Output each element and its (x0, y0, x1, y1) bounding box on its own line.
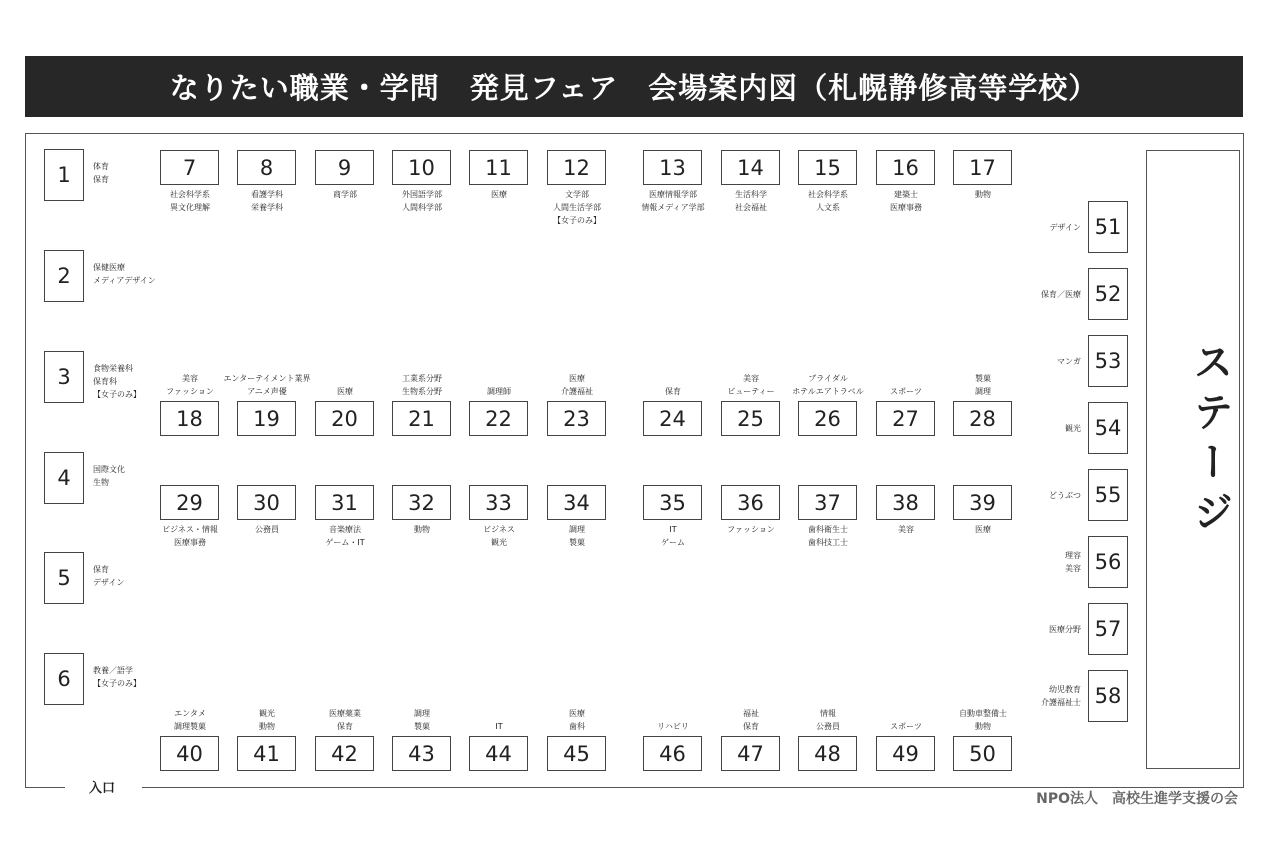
booth-label-line: メディアデザイン (93, 276, 156, 285)
booth-44[interactable]: 44 (469, 736, 528, 771)
booth-label-line: ブライダル (808, 374, 848, 383)
booth-label-line: 外国語学部 (402, 190, 442, 199)
booth-34[interactable]: 34 (547, 485, 606, 520)
booth-label (1049, 623, 1081, 636)
booth-7[interactable]: 7 (160, 150, 219, 185)
booth-label-line: 製菓 (975, 374, 991, 383)
booth-label-line: 調理師 (487, 387, 511, 396)
booth-label-line: 理容 (1065, 551, 1081, 560)
booth-label (93, 664, 141, 690)
booth-label-line: ホテルエアトラベル (792, 387, 864, 396)
booth-label-line: 保育 (743, 722, 759, 731)
entrance-label: 入口 (88, 781, 115, 796)
booth-label-line: 調理 (569, 525, 585, 534)
booth-label-line: 保育 (337, 722, 353, 731)
booth-label-line: 社会科学系 (170, 190, 210, 199)
booth-label-line: 医療分野 (1049, 624, 1081, 634)
booth-label-line: ファッション (166, 387, 214, 396)
booth-19[interactable]: 19 (237, 401, 296, 436)
booth-37[interactable]: 37 (798, 485, 857, 520)
booth-label (928, 523, 1038, 536)
booth-label-line: 社会科学系 (808, 190, 848, 199)
booth-label-line: 調理 (414, 709, 430, 718)
booth-label-line: 製菓 (569, 538, 585, 547)
booth-label (93, 261, 156, 287)
stage-label: ステージ (1187, 341, 1233, 541)
booth-label-line: ビューティー (727, 387, 775, 396)
booth-label-line: 保育科 (93, 377, 117, 386)
booth-label-line: 医療薬業 (329, 709, 361, 718)
booth-label-line: 保育 (665, 387, 681, 396)
booth-35[interactable]: 35 (643, 485, 702, 520)
booth-38[interactable]: 38 (876, 485, 935, 520)
booth-label-line: 異文化理解 (170, 203, 210, 212)
booth-5[interactable]: 5 (44, 552, 84, 604)
booth-label-line: 医療情報学部 (649, 190, 697, 199)
booth-label-line: 人間生活学部 (553, 203, 601, 212)
booth-label-line: 情報 (820, 709, 836, 718)
booth-label (928, 372, 1038, 398)
booth-8[interactable]: 8 (237, 150, 296, 185)
booth-label-line: 自動車整備士 (959, 709, 1007, 718)
booth-label-line: 医療 (491, 190, 507, 199)
booth-53[interactable]: 53 (1088, 335, 1128, 387)
booth-label-line: 保育／医療 (1041, 289, 1081, 299)
booth-40[interactable]: 40 (160, 736, 219, 771)
booth-label-line: 生物 (93, 478, 109, 487)
booth-label-line: リハビリ (657, 722, 689, 731)
booth-1[interactable]: 1 (44, 149, 84, 201)
booth-48[interactable]: 48 (798, 736, 857, 771)
booth-label-line: エンターテイメント業界 (223, 374, 311, 383)
booth-42[interactable]: 42 (315, 736, 374, 771)
booth-label-line: 生物系分野 (402, 387, 442, 396)
booth-label-line: IT (669, 525, 677, 534)
booth-26[interactable]: 26 (798, 401, 857, 436)
booth-label-line: 文学部 (565, 190, 589, 199)
booth-label-line: 動物 (975, 190, 991, 199)
booth-label-line: 美容 (898, 525, 914, 534)
booth-20[interactable]: 20 (315, 401, 374, 436)
booth-label-line: 観光 (259, 709, 275, 718)
booth-label-line: 音楽療法 (329, 525, 361, 534)
booth-label-line: マンガ (1057, 356, 1081, 366)
booth-label-line: 看護学科 (251, 190, 283, 199)
booth-label-line: どうぶつ (1049, 490, 1081, 500)
booth-51[interactable]: 51 (1088, 201, 1128, 253)
booth-label-line: 動物 (975, 722, 991, 731)
booth-label (1041, 288, 1081, 301)
booth-label-line: 栄養学科 (251, 203, 283, 212)
booth-label-line: 介護福祉 (561, 387, 593, 396)
booth-11[interactable]: 11 (469, 150, 528, 185)
booth-label-line: 【女子のみ】 (93, 390, 141, 399)
booth-label-line: 公務員 (816, 722, 840, 731)
booth-label-line: 美容 (182, 374, 198, 383)
booth-39[interactable]: 39 (953, 485, 1012, 520)
booth-label-line: 美容 (1065, 564, 1081, 573)
booth-46[interactable]: 46 (643, 736, 702, 771)
booth-52[interactable]: 52 (1088, 268, 1128, 320)
booth-4[interactable]: 4 (44, 452, 84, 504)
booth-label (522, 707, 632, 733)
booth-36[interactable]: 36 (721, 485, 780, 520)
organizer-name: NPO法人 高校生進学支援の会 (1036, 791, 1238, 807)
booth-label (1049, 489, 1081, 502)
booth-56[interactable]: 56 (1088, 536, 1128, 588)
booth-label-line: 国際文化 (93, 465, 125, 474)
booth-label-line: ビジネス (483, 525, 515, 534)
booth-16[interactable]: 16 (876, 150, 935, 185)
booth-label-line: 動物 (414, 525, 430, 534)
booth-label (1041, 683, 1081, 709)
booth-18[interactable]: 18 (160, 401, 219, 436)
booth-label-line: ファッション (727, 525, 775, 534)
booth-label-line: 医療 (569, 709, 585, 718)
booth-28[interactable]: 28 (953, 401, 1012, 436)
booth-15[interactable]: 15 (798, 150, 857, 185)
booth-31[interactable]: 31 (315, 485, 374, 520)
booth-label-line: 社会福祉 (735, 203, 767, 212)
booth-label-line: デザイン (93, 578, 125, 587)
booth-label-line: スポーツ (890, 722, 922, 731)
booth-label-line: 商学部 (333, 190, 357, 199)
booth-label-line: アニメ声優 (247, 387, 287, 396)
booth-14[interactable]: 14 (721, 150, 780, 185)
booth-label-line: 観光 (491, 538, 507, 547)
stage-area (1146, 150, 1240, 769)
bottom-wall-left (25, 787, 65, 788)
booth-label-line: 保健医療 (93, 263, 125, 272)
booth-label-line: 製菓 (414, 722, 430, 731)
booth-24[interactable]: 24 (643, 401, 702, 436)
booth-6[interactable]: 6 (44, 653, 84, 705)
booth-label-line: 保育 (93, 565, 109, 574)
booth-13[interactable]: 13 (643, 150, 702, 185)
booth-label-line: 幼児教育 (1049, 685, 1081, 694)
booth-label-line: 建築士 (894, 190, 918, 199)
booth-label-line: 【女子のみ】 (553, 216, 601, 225)
booth-55[interactable]: 55 (1088, 469, 1128, 521)
booth-label-line: 美容 (743, 374, 759, 383)
booth-label-line: 医療 (569, 374, 585, 383)
booth-21[interactable]: 21 (392, 401, 451, 436)
booth-43[interactable]: 43 (392, 736, 451, 771)
booth-label (93, 160, 109, 186)
booth-label-line: 体育 (93, 162, 109, 171)
booth-label-line: 医療 (975, 525, 991, 534)
booth-label-line: 医療 (337, 387, 353, 396)
booth-label-line: 歯科衛生士 (808, 525, 848, 534)
booth-label-line: 医療事務 (174, 538, 206, 547)
booth-12[interactable]: 12 (547, 150, 606, 185)
booth-label-line: 人文系 (816, 203, 840, 212)
booth-47[interactable]: 47 (721, 736, 780, 771)
booth-label (1065, 422, 1081, 435)
booth-label (1065, 549, 1081, 575)
booth-30[interactable]: 30 (237, 485, 296, 520)
booth-label-line: 動物 (259, 722, 275, 731)
booth-22[interactable]: 22 (469, 401, 528, 436)
booth-54[interactable]: 54 (1088, 402, 1128, 454)
booth-45[interactable]: 45 (547, 736, 606, 771)
booth-3[interactable]: 3 (44, 351, 84, 403)
booth-label-line: 観光 (1065, 423, 1081, 433)
booth-label (1050, 221, 1081, 234)
booth-label-line: 公務員 (255, 525, 279, 534)
map-title: なりたい職業・学問 発見フェア 会場案内図（札幌静修高等学校） (25, 56, 1243, 117)
booth-label-line: ビジネス・情報 (162, 525, 218, 534)
booth-label-line: 人間科学部 (402, 203, 442, 212)
booth-label-line: エンタメ (174, 709, 206, 718)
booth-label-line: デザイン (1049, 222, 1081, 232)
booth-32[interactable]: 32 (392, 485, 451, 520)
booth-17[interactable]: 17 (953, 150, 1012, 185)
booth-25[interactable]: 25 (721, 401, 780, 436)
booth-label-line: 歯科技工士 (808, 538, 848, 547)
booth-label-line: 歯科 (569, 722, 585, 731)
booth-49[interactable]: 49 (876, 736, 935, 771)
booth-label (93, 362, 141, 401)
booth-2[interactable]: 2 (44, 250, 84, 302)
booth-label (522, 372, 632, 398)
booth-label (93, 463, 125, 489)
booth-label-line: 介護福祉士 (1041, 698, 1081, 707)
booth-label-line: 調理 (975, 387, 991, 396)
booth-label-line: IT (495, 722, 503, 731)
booth-label-line: 情報メディア学部 (641, 203, 705, 212)
booth-50[interactable]: 50 (953, 736, 1012, 771)
booth-label-line: ゲーム (661, 538, 685, 547)
booth-label-line: ゲーム・IT (325, 538, 365, 547)
booth-10[interactable]: 10 (392, 150, 451, 185)
booth-label (1057, 355, 1081, 368)
booth-9[interactable]: 9 (315, 150, 374, 185)
booth-label-line: スポーツ (890, 387, 922, 396)
booth-label-line: 食物栄養科 (93, 364, 133, 373)
booth-label-line: 調理製菓 (174, 722, 206, 731)
booth-label (928, 188, 1038, 201)
booth-57[interactable]: 57 (1088, 603, 1128, 655)
booth-label-line: 保育 (93, 175, 109, 184)
booth-label (928, 707, 1038, 733)
booth-29[interactable]: 29 (160, 485, 219, 520)
booth-23[interactable]: 23 (547, 401, 606, 436)
booth-label-line: 【女子のみ】 (93, 679, 141, 688)
booth-label-line: 福祉 (743, 709, 759, 718)
booth-27[interactable]: 27 (876, 401, 935, 436)
booth-label-line: 医療事務 (890, 203, 922, 212)
booth-label-line: 生活科学 (735, 190, 767, 199)
booth-label (522, 523, 632, 549)
booth-label-line: 教養／語学 (93, 666, 133, 675)
booth-label (93, 563, 124, 589)
booth-label (522, 188, 632, 227)
booth-58[interactable]: 58 (1088, 670, 1128, 722)
booth-33[interactable]: 33 (469, 485, 528, 520)
booth-41[interactable]: 41 (237, 736, 296, 771)
booth-label-line: 工業系分野 (402, 374, 442, 383)
